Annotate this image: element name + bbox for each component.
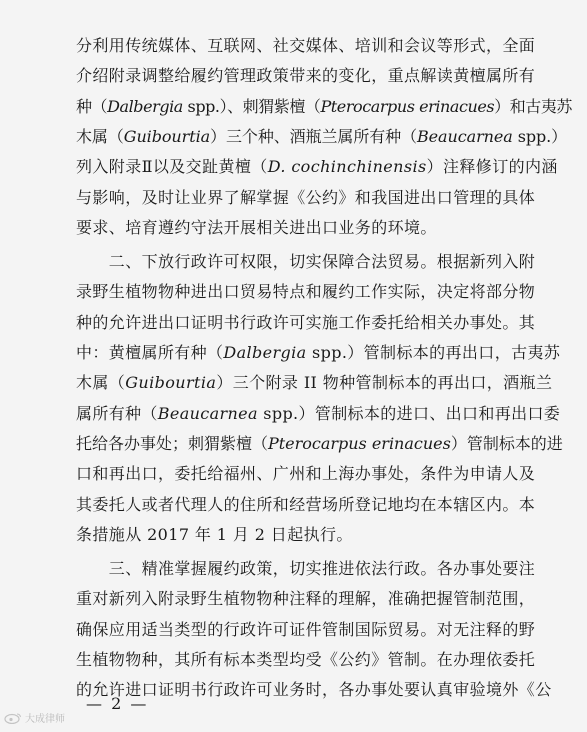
text-line: 条措施从 2017 年 1 月 2 日起执行。 [76,524,353,544]
text-line: 要求、培育遵约守法开展相关进出口业务的环境。 [76,217,437,237]
watermark-text: 大成律师 [25,714,65,725]
text-line: 口和再出口，委托给福州、广州和上海办事处，条件为申请人及 [76,464,536,484]
text-line: 二、下放行政许可权限，切实保障合法贸易。根据新列入附 [76,252,536,272]
text-line: 与影响，及时让业界了解掌握《公约》和我国进出口管理的具体 [76,187,536,207]
text-line: 重对新列入附录野生植物物种注释的理解，准确把握管制范围， [76,589,536,609]
text-line: 中：黄檀属所有种（Dalbergia spp.）管制标本的再出口，古夷苏 [76,343,561,362]
text-line: 生植物物种，其所有标本类型均受《公约》管制。在办理依委托 [76,650,536,669]
text-line: 属所有种（Beaucarnea spp.）管制标本的进口、出口和再出口委 [76,403,561,423]
text-line: 确保应用适当类型的行政许可证件管制国际贸易。对无注释的野 [76,619,536,639]
watermark [4,710,65,725]
text-line: 的允许进口证明书行政许可业务时，各办事处要认真审验境外《公 [76,680,552,700]
text-line: 介绍附录调整给履约管理政策带来的变化，重点解读黄檀属所有 [76,66,536,86]
text-line: 木属（Guibourtia）三个种、酒瓶兰属所有种（Beaucarnea spp.） [76,126,568,146]
text-line: 录野生植物物种进出口贸易特点和履约工作实际，决定将部分物 [76,282,536,302]
text-line: 其委托人或者代理人的住所和经营场所登记地均在本辖区内。本 [76,494,536,514]
text-line: 种（Dalbergia spp.）、刺猬紫檀（Pterocarpus erinacues）和古夷苏 [76,96,572,116]
page-number: — 2 — [86,694,149,713]
text-line: 分利用传统媒体、互联网、社交媒体、培训和会议等形式，全面 [76,36,536,55]
text-line: 三、精准掌握履约政策，切实推进依法行政。各办事处要注 [76,559,536,579]
weibo-logo-icon [4,712,22,724]
text-line: 托给各办事处；刺猬紫檀（Pterocarpus erinacues）管制标本的进 [76,433,563,453]
text-line: 列入附录Ⅱ以及交趾黄檀（D. cochinchinensis）注释修订的内涵 [76,157,558,177]
text-line: 木属（Guibourtia）三个附录 II 物种管制标本的再出口，酒瓶兰 [76,373,553,393]
text-line: 种的允许进出口证明书行政许可实施工作委托给相关办事处。其 [76,312,536,332]
